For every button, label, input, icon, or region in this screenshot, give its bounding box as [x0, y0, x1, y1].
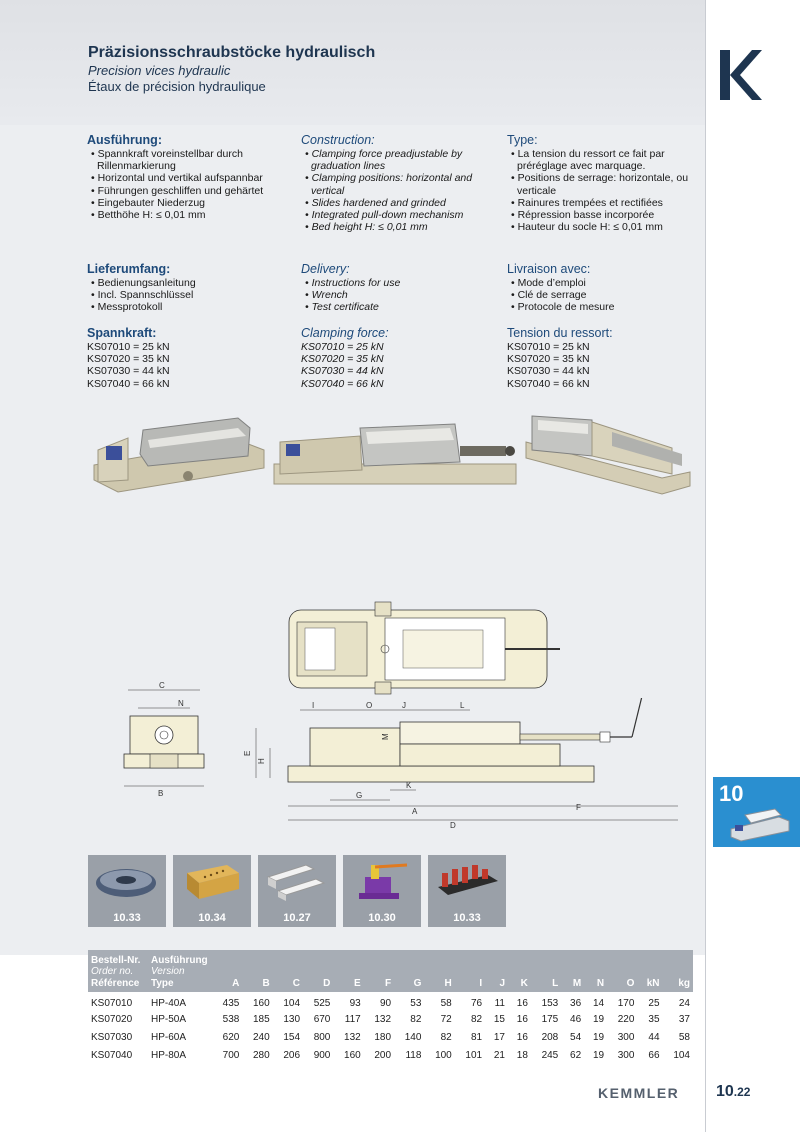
dim-label-D: D — [450, 821, 456, 830]
list-item: • La tension du ressort ce fait par préréglage avec marquage. — [507, 148, 707, 172]
page-major: 10 — [716, 1083, 734, 1100]
table-cell: 104 — [283, 997, 301, 1009]
force-section-en — [301, 326, 501, 390]
jaw-clamp-icon — [347, 859, 417, 903]
table-cell: 62 — [570, 1049, 582, 1061]
table-cell: 240 — [253, 1031, 270, 1043]
page-minor: .22 — [733, 1085, 751, 1099]
table-cell: 58 — [440, 997, 452, 1009]
table-cell: 620 — [222, 1031, 240, 1043]
list-item: • Test certificate — [301, 301, 501, 313]
order-number-cell: KS07020 — [91, 1013, 133, 1025]
force-value: KS07010 = 25 kN — [507, 341, 590, 353]
dim-label-F: F — [576, 803, 581, 812]
header-version — [148, 950, 212, 992]
construction-section-de — [87, 133, 287, 221]
section-heading: Construction: — [301, 133, 375, 147]
table-cell: 100 — [435, 1049, 452, 1061]
table-cell: 11 — [494, 997, 505, 1009]
column-header: O — [607, 950, 637, 992]
version-cell: HP-60A — [151, 1031, 187, 1043]
table-cell: 670 — [313, 1013, 331, 1025]
delivery-section-en — [301, 262, 501, 314]
table-cell: 25 — [648, 997, 660, 1009]
rotary-base-icon — [92, 859, 162, 903]
page-number — [716, 1083, 750, 1101]
dim-label-A: A — [412, 807, 418, 816]
table-cell: 525 — [313, 997, 331, 1009]
construction-section-fr — [507, 133, 707, 233]
column-header: M — [561, 950, 584, 992]
table-header-row — [88, 950, 693, 992]
dim-label-G: G — [356, 791, 363, 800]
accessory-ref: 10.27 — [283, 912, 311, 924]
table-cell: 58 — [678, 1031, 690, 1043]
table-cell: 53 — [410, 997, 422, 1009]
table-cell: 200 — [374, 1049, 392, 1061]
version-cell: HP-50A — [151, 1013, 187, 1025]
section-heading: Ausführung: — [87, 133, 162, 147]
order-number-cell: KS07010 — [91, 997, 133, 1009]
dim-label-K: K — [406, 781, 412, 790]
table-cell: 66 — [648, 1049, 660, 1061]
force-value: KS07030 = 44 kN — [301, 365, 384, 378]
accessories-row — [88, 855, 508, 927]
accessory-ref: 10.33 — [453, 912, 481, 924]
force-value: KS07030 = 44 kN — [507, 365, 590, 378]
dim-label-M: M — [381, 733, 390, 740]
table-cell: 54 — [570, 1031, 582, 1043]
list-item: • Clé de serrage — [507, 289, 707, 301]
table-cell: 16 — [516, 997, 528, 1009]
table-cell: 160 — [344, 1049, 361, 1061]
accessory-card[interactable] — [88, 855, 166, 927]
accessory-ref: 10.34 — [198, 912, 226, 924]
force-value: KS07020 = 35 kN — [301, 353, 384, 366]
section-heading: Lieferumfang: — [87, 262, 171, 276]
delivery-section-fr — [507, 262, 707, 314]
version-cell: HP-80A — [151, 1049, 187, 1061]
order-number-cell: KS07040 — [91, 1049, 133, 1061]
table-cell: 206 — [283, 1049, 301, 1061]
section-heading: Clamping force: — [301, 326, 389, 340]
force-value: KS07010 = 25 kN — [301, 341, 384, 353]
section-heading: Spannkraft: — [87, 326, 157, 340]
vice-photo-right — [522, 408, 692, 498]
list-item: • Clamping positions: horizontal and vertical — [301, 172, 501, 196]
table-cell: 180 — [374, 1031, 392, 1043]
dim-label-L: L — [460, 701, 465, 710]
order-number-cell: KS07030 — [91, 1031, 133, 1043]
header-label: Order no. — [91, 966, 134, 977]
table-cell: 245 — [541, 1049, 559, 1061]
dim-label-N: N — [178, 699, 184, 708]
table-row — [88, 1010, 693, 1028]
accessory-card[interactable] — [343, 855, 421, 927]
list-item: • Spannkraft voreinstellbar durch Rillenmarkierung — [87, 148, 287, 172]
table-cell: 16 — [516, 1013, 528, 1025]
title-german: Präzisionsschraubstöcke hydraulisch — [88, 44, 376, 61]
column-header: I — [455, 950, 485, 992]
list-item: • Eingebauter Niederzug — [87, 197, 287, 209]
list-item: • Slides hardened and grinded — [301, 197, 501, 209]
column-header: kN — [637, 950, 662, 992]
table-cell: 76 — [470, 997, 483, 1009]
table-cell: 175 — [541, 1013, 559, 1025]
list-item: • Positions de serrage: horizontale, ou verticale — [507, 172, 707, 196]
construction-section-en — [301, 133, 501, 233]
accessory-card[interactable] — [258, 855, 336, 927]
column-header: H — [424, 950, 454, 992]
table-cell: 130 — [283, 1013, 301, 1025]
table-cell: 14 — [592, 997, 605, 1009]
table-cell: 82 — [470, 1013, 483, 1025]
title-french: Étaux de précision hydraulique — [88, 79, 266, 94]
table-cell: 35 — [648, 1013, 660, 1025]
table-cell: 72 — [440, 1013, 452, 1025]
table-row — [88, 1028, 693, 1046]
list-item: • Rainures trempées et rectifiées — [507, 197, 707, 209]
accessory-card[interactable] — [173, 855, 251, 927]
dim-label-B: B — [158, 789, 164, 798]
list-item: • Bed height H: ≤ 0,01 mm — [301, 221, 501, 233]
table-cell: 700 — [222, 1049, 240, 1061]
column-header: K — [508, 950, 531, 992]
table-cell: 15 — [493, 1013, 505, 1025]
table-cell: 18 — [516, 1049, 528, 1061]
column-header: E — [333, 950, 363, 992]
table-cell: 118 — [405, 1049, 422, 1061]
force-value: KS07010 = 25 kN — [87, 341, 170, 353]
table-cell: 900 — [313, 1049, 331, 1061]
table-cell: 19 — [592, 1013, 605, 1025]
section-heading: Type: — [507, 133, 538, 147]
force-value: KS07020 = 35 kN — [87, 353, 170, 366]
table-cell: 208 — [541, 1031, 559, 1043]
force-value: KS07040 = 66 kN — [87, 377, 170, 390]
table-cell: 17 — [493, 1031, 505, 1043]
table-cell: 82 — [410, 1013, 422, 1025]
table-cell: 160 — [253, 997, 270, 1009]
list-item: • Horizontal und vertikal aufspannbar — [87, 172, 287, 184]
title-english: Precision vices hydraulic — [88, 63, 231, 78]
dim-label-C: C — [159, 681, 165, 690]
parallel-set-box-icon — [177, 859, 247, 903]
list-item: • Führungen geschliffen und gehärtet — [87, 185, 287, 197]
list-item: • Messprotokoll — [87, 301, 287, 313]
table-cell: 36 — [570, 997, 582, 1009]
section-heading: Delivery: — [301, 262, 350, 276]
dim-label-J: J — [402, 701, 406, 710]
column-header: N — [584, 950, 607, 992]
dim-label-O: O — [366, 701, 373, 710]
list-item: • Betthöhe H: ≤ 0,01 mm — [87, 209, 287, 221]
force-value: KS07030 = 44 kN — [87, 365, 170, 378]
table-cell: 132 — [374, 1013, 392, 1025]
list-item: • Hauteur du socle H: ≤ 0,01 mm — [507, 221, 707, 233]
table-cell: 280 — [253, 1049, 270, 1061]
table-cell: 153 — [541, 997, 559, 1009]
header-label: Version — [151, 966, 185, 977]
table-cell: 132 — [344, 1031, 361, 1043]
header-label: Bestell-Nr. — [91, 954, 141, 966]
column-header: G — [394, 950, 424, 992]
column-header: F — [364, 950, 394, 992]
chapter-number: 10 — [719, 781, 744, 806]
table-cell: 44 — [648, 1031, 660, 1043]
content-band — [0, 125, 705, 955]
force-value: KS07020 = 35 kN — [507, 353, 590, 366]
dim-label-I: I — [312, 701, 315, 710]
column-header: C — [273, 950, 303, 992]
accessory-ref: 10.30 — [368, 912, 396, 924]
table-cell: 101 — [465, 1049, 483, 1061]
title-block — [88, 44, 375, 94]
soft-jaws-icon — [262, 859, 332, 903]
chapter-tab[interactable] — [713, 777, 800, 847]
table-cell: 185 — [253, 1013, 270, 1025]
table-cell: 300 — [617, 1031, 635, 1043]
specification-table — [88, 950, 693, 1064]
force-value: KS07040 = 66 kN — [301, 377, 384, 390]
section-heading: Tension du ressort: — [507, 326, 613, 340]
column-header: D — [303, 950, 333, 992]
table-cell: 90 — [379, 997, 392, 1009]
column-header: A — [212, 950, 242, 992]
vice-photo-left — [88, 410, 266, 495]
accessory-ref: 10.33 — [113, 912, 141, 924]
header-label: Ausführung — [151, 954, 208, 966]
list-item: • Protocole de mesure — [507, 301, 707, 313]
table-cell: 93 — [349, 997, 361, 1009]
table-body — [88, 992, 693, 1064]
list-item: • Instructions for use — [301, 277, 501, 289]
version-cell: HP-40A — [151, 997, 187, 1009]
table-cell: 24 — [678, 997, 690, 1009]
vice-thumbnail-icon — [727, 805, 793, 843]
force-section-de — [87, 326, 287, 390]
list-item: • Mode d’emploi — [507, 277, 707, 289]
top-view-drawing — [285, 600, 565, 695]
table-row — [88, 992, 693, 1010]
table-cell: 19 — [592, 1049, 605, 1061]
table-cell: 16 — [516, 1031, 528, 1043]
force-section-fr — [507, 326, 707, 390]
header-label: Référence — [91, 977, 140, 989]
table-cell: 19 — [592, 1031, 605, 1043]
header-order-no — [88, 950, 148, 992]
table-cell: 220 — [617, 1013, 635, 1025]
table-cell: 104 — [673, 1049, 690, 1061]
table-cell: 435 — [222, 997, 240, 1009]
vice-photo-center — [270, 418, 520, 498]
kemmler-logo-icon — [718, 48, 762, 102]
table-cell: 538 — [222, 1013, 240, 1025]
brand-name: KEMMLER — [598, 1085, 680, 1101]
table-cell: 46 — [570, 1013, 582, 1025]
table-cell: 81 — [470, 1031, 483, 1043]
delivery-section-de — [87, 262, 287, 314]
accessory-card[interactable] — [428, 855, 506, 927]
table-cell: 170 — [617, 997, 635, 1009]
list-item: • Bedienungsanleitung — [87, 277, 287, 289]
table-cell: 21 — [493, 1049, 505, 1061]
table-row — [88, 1046, 693, 1064]
table-cell: 800 — [313, 1031, 331, 1043]
table-cell: 117 — [344, 1013, 361, 1025]
side-view-drawing — [240, 698, 695, 830]
table-cell: 300 — [617, 1049, 635, 1061]
clamping-kit-icon — [432, 859, 502, 903]
column-header: kg — [663, 950, 693, 992]
list-item: • Clamping force preadjustable by graduation lines — [301, 148, 501, 172]
list-item: • Wrench — [301, 289, 501, 301]
list-item: • Integrated pull-down mechanism — [301, 209, 501, 221]
header-label: Type — [151, 977, 174, 989]
list-item: • Répression basse incorporée — [507, 209, 707, 221]
table-cell: 140 — [404, 1031, 422, 1043]
column-header: J — [485, 950, 508, 992]
table-cell: 82 — [440, 1031, 452, 1043]
column-header: B — [242, 950, 272, 992]
list-item: • Incl. Spannschlüssel — [87, 289, 287, 301]
front-view-drawing — [120, 680, 210, 805]
table-cell: 37 — [678, 1013, 690, 1025]
table-cell: 154 — [283, 1031, 301, 1043]
force-value: KS07040 = 66 kN — [507, 377, 590, 390]
dim-label-H: H — [257, 758, 266, 764]
section-heading: Livraison avec: — [507, 262, 591, 276]
dim-label-E: E — [243, 750, 252, 756]
column-header: L — [531, 950, 561, 992]
